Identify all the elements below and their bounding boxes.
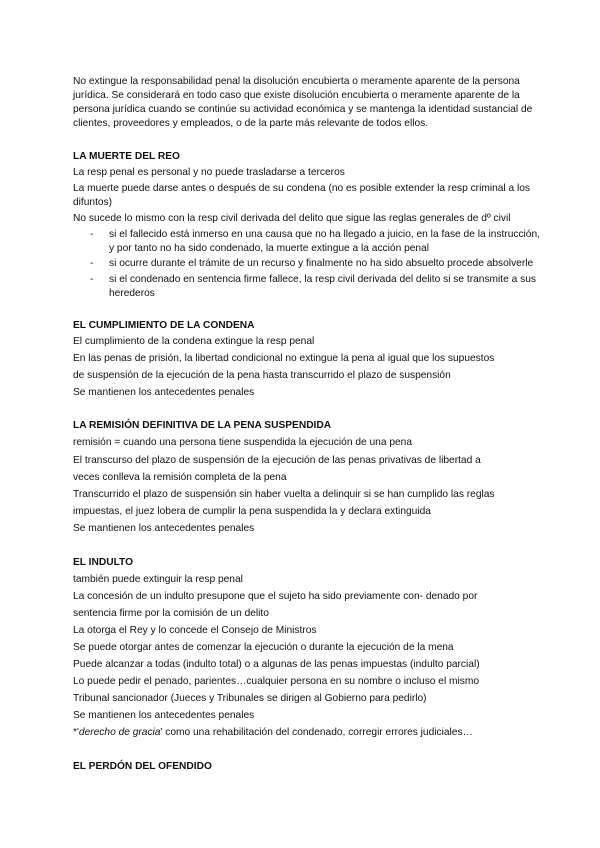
- text-line: El cumplimiento de la condena extingue la resp penal: [73, 336, 315, 347]
- text-line: La concesión de un indulto presupone que el sujeto ha sido previamente con- denado por: [73, 591, 478, 602]
- text-line: Lo puede pedir el penado, parientes…cualquier persona en su nombre o incluso el mismo: [73, 676, 480, 687]
- text-line: En las penas de prisión, la libertad condicional no extingue la pena al igual que los supuestos: [73, 353, 495, 364]
- section-heading-muerte: LA MUERTE DEL REO: [73, 151, 180, 162]
- text-line: también puede extinguir la resp penal: [73, 574, 243, 585]
- text-line: Puede alcanzar a todas (indulto total) o a algunas de las penas impuestas (indulto parcial): [73, 659, 480, 670]
- text-line: de suspensión de la ejecución de la pena hasta transcurrido el plazo de suspensión: [73, 370, 451, 381]
- text-line: Se mantienen los antecedentes penales: [73, 710, 255, 721]
- note-rest: ' como una rehabilitación del condenado, corregir errores judiciales…: [160, 727, 473, 738]
- text-line: Tribunal sancionador (Jueces y Tribunales se dirigen al Gobierno para pedirlo): [73, 693, 427, 704]
- bullet-dash: -: [90, 258, 94, 269]
- text-line: Transcurrido el plazo de suspensión sin haber vuelta a delinquir si se han cumplido las reglas: [73, 489, 495, 500]
- bullet-item: si el fallecido está inmerso en una causa que no ha llegado a juicio, en la fase de la instrucción,: [109, 229, 540, 240]
- bullet-item: y por tanto no ha sido condenado, la muerte extingue a la acción penal: [109, 243, 429, 254]
- note-prefix: *': [73, 727, 79, 738]
- intro-line: clientes, proveedores y empleados, o de la parte más relevante de todos ellos.: [73, 118, 429, 129]
- text-line: Se mantienen los antecedentes penales: [73, 523, 255, 534]
- bullet-dash: -: [90, 274, 94, 285]
- text-line: La muerte puede darse antes o después de su condena (no es posible extender la resp criminal a los: [73, 183, 531, 194]
- note-italic: derecho de gracia: [78, 727, 161, 738]
- intro-line: persona jurídica cuando se continúe su actividad económica y se mantenga la identidad sustancial de: [73, 104, 533, 115]
- text-line: Se puede otorgar antes de comenzar la ejecución o durante la ejecución de la mena: [73, 642, 454, 653]
- section-heading-remision: LA REMISIÓN DEFINITIVA DE LA PENA SUSPENDIDA: [73, 420, 332, 431]
- text-line: La resp penal es personal y no puede trasladarse a terceros: [73, 167, 345, 178]
- section-heading-cumplimiento: EL CUMPLIMIENTO DE LA CONDENA: [73, 320, 255, 331]
- text-line: sentencia firme por la comisión de un delito: [73, 608, 269, 619]
- intro-line: No extingue la responsabilidad penal la disolución encubierta o meramente aparente de la persona: [73, 76, 520, 87]
- intro-line: jurídica. Se considerará en todo caso que existe disolución encubierta o meramente aparente de la: [73, 90, 520, 101]
- text-line: difuntos): [73, 197, 113, 208]
- bullet-item: herederos: [109, 288, 155, 299]
- text-line: impuestas, el juez lobera de cumplir la pena suspendida la y declara extinguida: [73, 506, 431, 517]
- bullet-item: si ocurre durante el trámite de un recurso y finalmente no ha sido absuelto procede absolverle: [109, 258, 534, 269]
- note-line: [73, 726, 473, 739]
- bullet-item: si el condenado en sentencia firme fallece, la resp civil derivada del delito si se transmite a sus: [109, 274, 536, 285]
- bullet-dash: -: [90, 229, 94, 240]
- text-line: Se mantienen los antecedentes penales: [73, 387, 255, 398]
- text-line: La otorga el Rey y lo concede el Consejo de Ministros: [73, 625, 317, 636]
- section-heading-indulto: EL INDULTO: [73, 557, 133, 568]
- text-line: No sucede lo mismo con la resp civil derivada del delito que sigue las reglas generales de dº civil: [73, 213, 511, 224]
- text-line: veces conlleva la remisión completa de la pena: [73, 472, 287, 483]
- section-heading-perdon: EL PERDÓN DEL OFENDIDO: [73, 761, 212, 772]
- text-line: El transcurso del plazo de suspensión de la ejecución de las penas privativas de libertad a: [73, 455, 481, 466]
- text-line: remisión = cuando una persona tiene suspendida la ejecución de una pena: [73, 437, 412, 448]
